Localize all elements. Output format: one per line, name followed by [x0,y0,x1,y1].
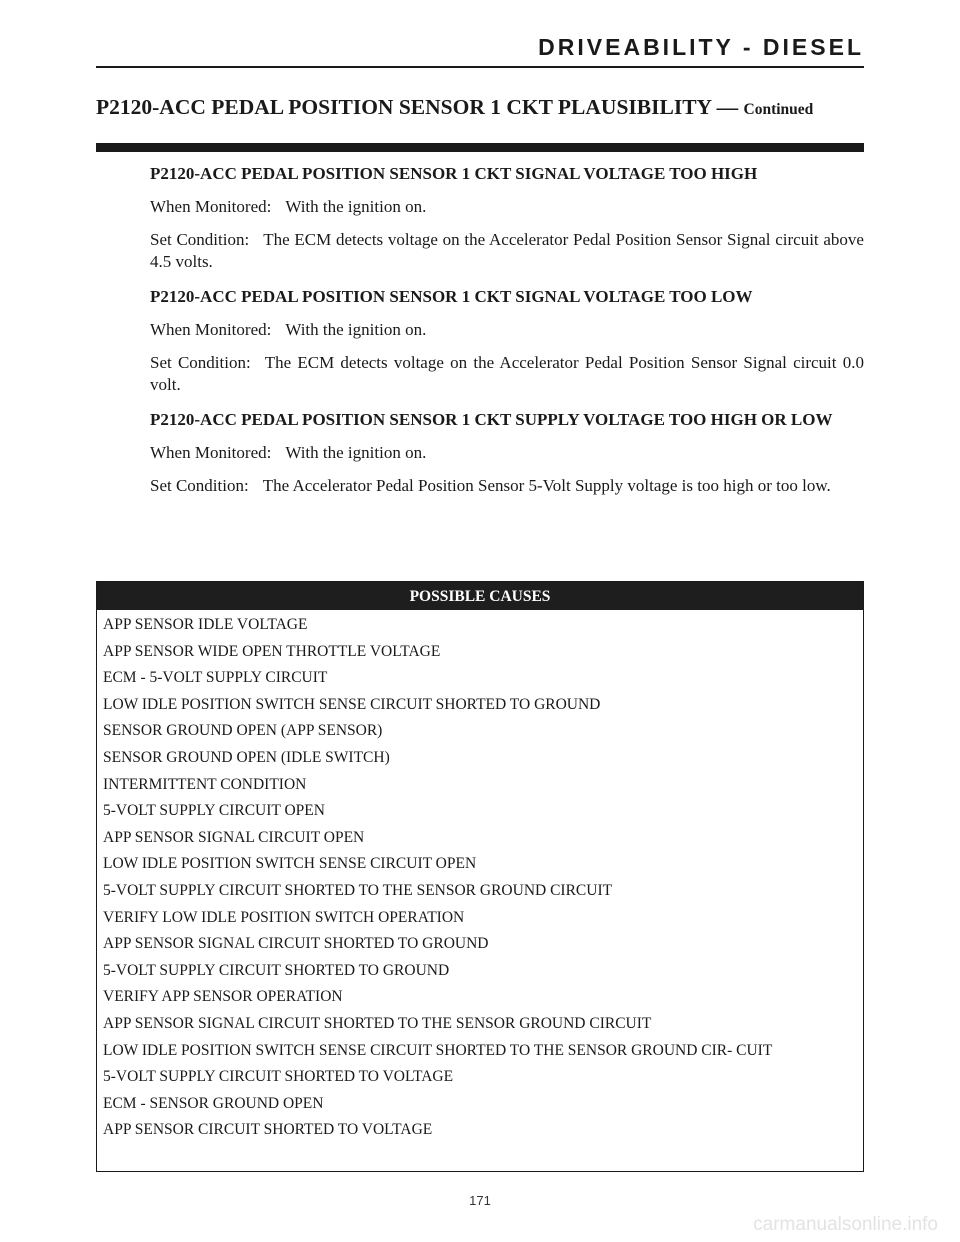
cause-item: APP SENSOR WIDE OPEN THROTTLE VOLTAGE [103,642,441,660]
dtc-heading: P2120-ACC PEDAL POSITION SENSOR 1 CKT SIGNAL VOLTAGE TOO LOW [150,287,753,306]
possible-causes-list [97,610,863,1139]
set-condition [150,229,864,273]
cause-item: APP SENSOR SIGNAL CIRCUIT OPEN [103,828,365,846]
when-monitored [150,196,864,218]
set-condition-text: The Accelerator Pedal Position Sensor 5-Volt Supply voltage is too high or too low. [262,476,831,495]
set-condition-text: The ECM detects voltage on the Accelerator Pedal Position Sensor Signal circuit 0.0 volt. [150,353,864,394]
cause-item: 5-VOLT SUPPLY CIRCUIT OPEN [103,802,325,820]
header-rule [96,66,864,68]
cause-item: LOW IDLE POSITION SWITCH SENSE CIRCUIT OPEN [103,855,477,873]
title-rule [96,143,864,152]
cause-item: 5-VOLT SUPPLY CIRCUIT SHORTED TO VOLTAGE [103,1068,454,1086]
cause-item: VERIFY APP SENSOR OPERATION [103,988,343,1006]
when-monitored [150,319,864,341]
set-condition-text: The ECM detects voltage on the Accelerator Pedal Position Sensor Signal circuit above 4.5 volts. [150,230,864,271]
set-condition-label: Set Condition: [150,476,249,495]
when-monitored-text: With the ignition on. [285,197,427,216]
set-condition [150,352,864,396]
page-title [96,95,813,120]
dtc-block-supply [150,409,864,497]
dtc-block-low [150,286,864,396]
dtc-heading: P2120-ACC PEDAL POSITION SENSOR 1 CKT SIGNAL VOLTAGE TOO HIGH [150,164,758,183]
dtc-descriptions [150,163,864,508]
when-monitored-label: When Monitored: [150,197,272,216]
dtc-heading: P2120-ACC PEDAL POSITION SENSOR 1 CKT SUPPLY VOLTAGE TOO HIGH OR LOW [150,410,833,429]
cause-item: LOW IDLE POSITION SWITCH SENSE CIRCUIT SHORTED TO GROUND [103,695,601,713]
dtc-block-high [150,163,864,273]
cause-item: ECM - 5-VOLT SUPPLY CIRCUIT [103,669,328,687]
when-monitored [150,442,864,464]
when-monitored-label: When Monitored: [150,320,272,339]
cause-item: APP SENSOR IDLE VOLTAGE [103,616,308,633]
possible-causes-table [96,581,864,1172]
cause-item: SENSOR GROUND OPEN (APP SENSOR) [103,722,383,740]
cause-item: VERIFY LOW IDLE POSITION SWITCH OPERATION [103,908,465,926]
cause-item: APP SENSOR SIGNAL CIRCUIT SHORTED TO THE SENSOR GROUND CIRCUIT [103,1014,652,1032]
set-condition-label: Set Condition: [150,353,251,372]
cause-item: 5-VOLT SUPPLY CIRCUIT SHORTED TO THE SENSOR GROUND CIRCUIT [103,881,613,899]
cause-item: APP SENSOR CIRCUIT SHORTED TO VOLTAGE [103,1121,433,1139]
cause-item: APP SENSOR SIGNAL CIRCUIT SHORTED TO GROUND [103,935,489,953]
possible-causes-header: POSSIBLE CAUSES [97,582,863,610]
continued-label: Continued [743,101,814,118]
section-header: DRIVEABILITY - DIESEL [538,34,864,60]
when-monitored-label: When Monitored: [150,443,272,462]
page-number: 171 [469,1193,491,1208]
when-monitored-text: With the ignition on. [285,443,427,462]
watermark: carmanualsonline.info [753,1214,938,1235]
cause-item: LOW IDLE POSITION SWITCH SENSE CIRCUIT SHORTED TO THE SENSOR GROUND CIR- CUIT [103,1041,773,1059]
cause-item: ECM - SENSOR GROUND OPEN [103,1094,324,1112]
page-title-text: P2120-ACC PEDAL POSITION SENSOR 1 CKT PLAUSIBILITY — [96,95,739,119]
set-condition [150,475,864,497]
when-monitored-text: With the ignition on. [285,320,427,339]
set-condition-label: Set Condition: [150,230,250,249]
cause-item: SENSOR GROUND OPEN (IDLE SWITCH) [103,748,390,766]
cause-item: INTERMITTENT CONDITION [103,775,307,793]
cause-item: 5-VOLT SUPPLY CIRCUIT SHORTED TO GROUND [103,961,450,979]
